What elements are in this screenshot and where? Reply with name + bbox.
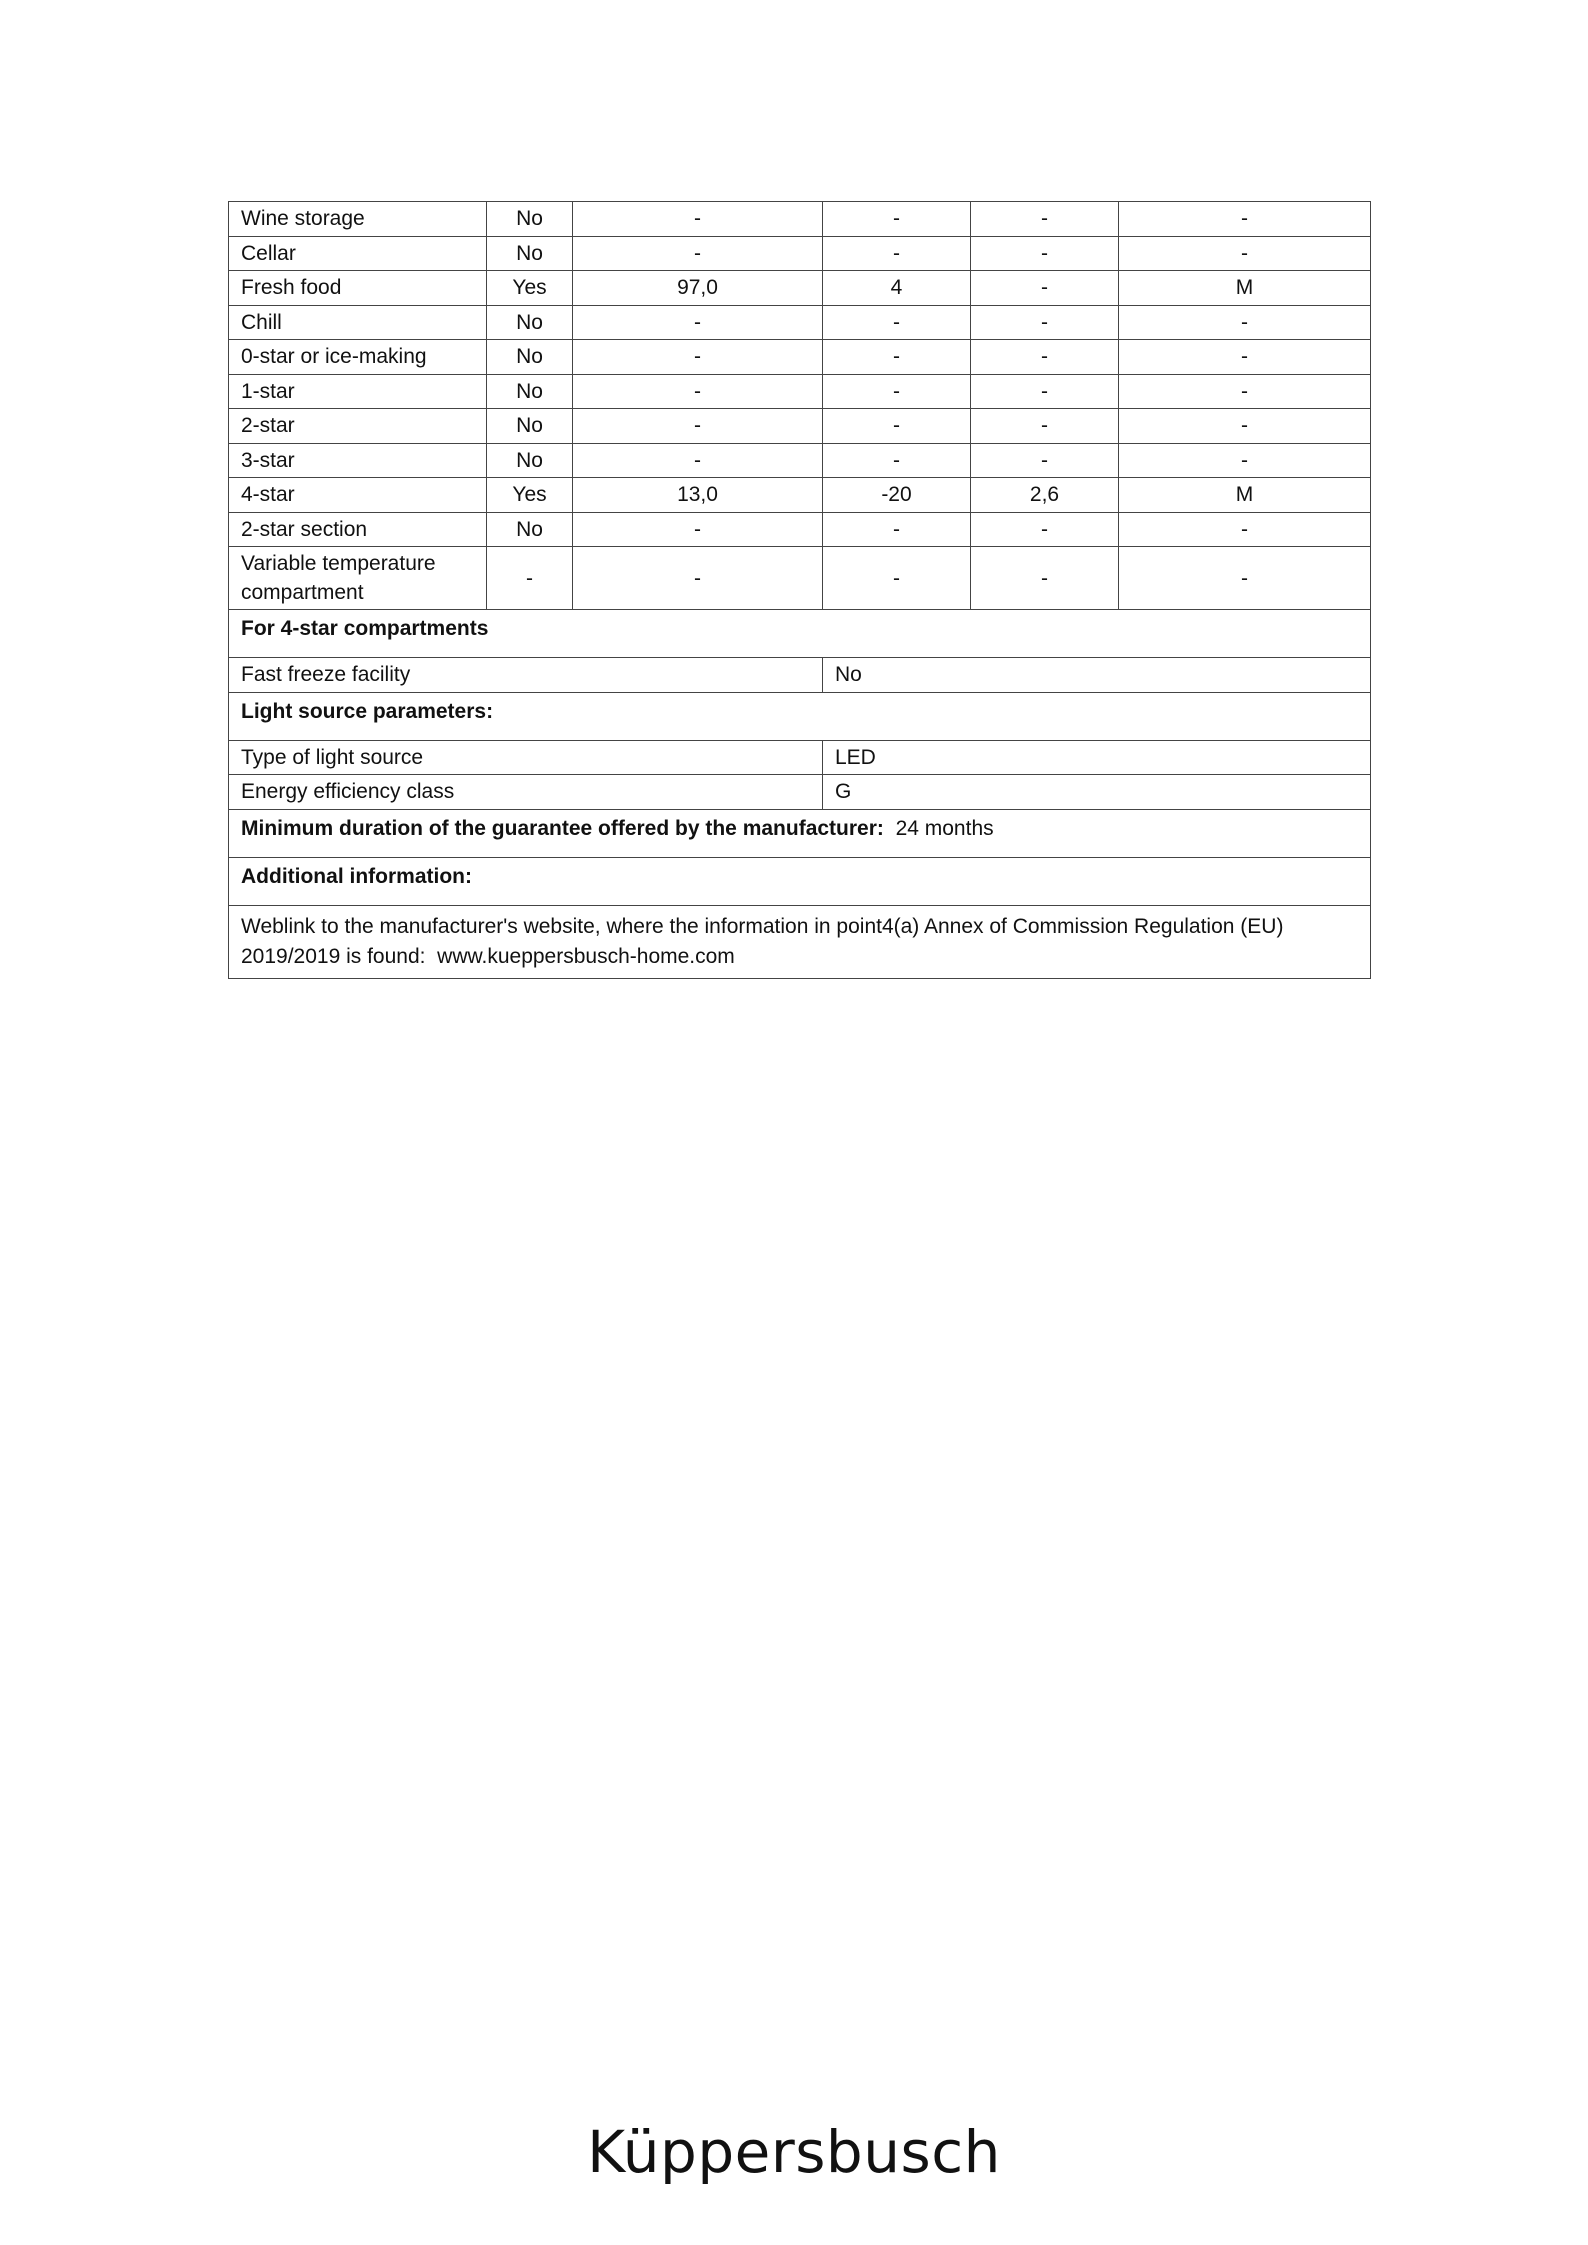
compartment-freezing-capacity: -: [971, 202, 1119, 237]
compartment-present: Yes: [487, 271, 573, 306]
compartment-freezing-capacity: -: [971, 340, 1119, 375]
compartment-volume: -: [573, 236, 823, 271]
compartment-name: 2-star: [229, 409, 487, 444]
compartment-temperature: -: [823, 443, 971, 478]
compartment-row: [229, 202, 1371, 237]
compartment-volume: -: [573, 305, 823, 340]
light-heading-row: [229, 692, 1371, 740]
light-type-label: Type of light source: [229, 740, 823, 775]
compartment-table: [228, 201, 1371, 979]
compartment-present: Yes: [487, 478, 573, 513]
compartment-temperature: -: [823, 236, 971, 271]
light-class-row: [229, 775, 1371, 810]
compartment-temperature: -: [823, 547, 971, 610]
compartment-volume: -: [573, 374, 823, 409]
compartment-volume: 97,0: [573, 271, 823, 306]
light-class-value: G: [823, 775, 1371, 810]
compartment-defrost-type: -: [1119, 340, 1371, 375]
additional-heading: Additional information:: [229, 857, 1371, 905]
compartment-freezing-capacity: -: [971, 512, 1119, 547]
compartment-volume: -: [573, 409, 823, 444]
fast-freeze-label: Fast freeze facility: [229, 658, 823, 693]
compartment-row: [229, 409, 1371, 444]
compartment-name: Cellar: [229, 236, 487, 271]
fast-freeze-value: No: [823, 658, 1371, 693]
compartment-freezing-capacity: -: [971, 305, 1119, 340]
guarantee-row: [229, 809, 1371, 857]
compartment-present: No: [487, 202, 573, 237]
compartment-temperature: -: [823, 202, 971, 237]
compartment-volume: -: [573, 340, 823, 375]
compartment-volume: -: [573, 512, 823, 547]
compartment-present: No: [487, 374, 573, 409]
compartment-name: 3-star: [229, 443, 487, 478]
compartment-name: Wine storage: [229, 202, 487, 237]
compartment-volume: -: [573, 202, 823, 237]
compartment-row: [229, 374, 1371, 409]
compartment-temperature: -: [823, 305, 971, 340]
light-heading: Light source parameters:: [229, 692, 1371, 740]
compartment-name: 4-star: [229, 478, 487, 513]
compartment-freezing-capacity: -: [971, 374, 1119, 409]
compartment-name: 1-star: [229, 374, 487, 409]
compartment-temperature: -: [823, 340, 971, 375]
compartment-freezing-capacity: -: [971, 236, 1119, 271]
compartment-name: 2-star section: [229, 512, 487, 547]
weblink-cell: [229, 905, 1371, 978]
compartment-name: Variable temperature compartment: [229, 547, 487, 610]
compartment-defrost-type: -: [1119, 305, 1371, 340]
compartment-volume: -: [573, 547, 823, 610]
compartment-name: Fresh food: [229, 271, 487, 306]
compartment-defrost-type: -: [1119, 236, 1371, 271]
compartment-present: No: [487, 512, 573, 547]
compartment-row: [229, 443, 1371, 478]
compartment-row: [229, 512, 1371, 547]
compartment-temperature: -: [823, 374, 971, 409]
four-star-heading: For 4-star compartments: [229, 610, 1371, 658]
compartment-freezing-capacity: -: [971, 443, 1119, 478]
compartment-name: Chill: [229, 305, 487, 340]
compartment-volume: 13,0: [573, 478, 823, 513]
weblink-text: Weblink to the manufacturer's website, where the information in point4(a) Annex of Commission Regulation (EU) 2019/2019 is found:: [241, 914, 1284, 968]
light-type-value: LED: [823, 740, 1371, 775]
compartment-defrost-type: -: [1119, 202, 1371, 237]
compartment-freezing-capacity: -: [971, 409, 1119, 444]
compartment-volume: -: [573, 443, 823, 478]
compartment-temperature: -: [823, 512, 971, 547]
compartment-defrost-type: -: [1119, 409, 1371, 444]
light-class-label: Energy efficiency class: [229, 775, 823, 810]
compartment-row: [229, 478, 1371, 513]
light-type-row: [229, 740, 1371, 775]
compartment-name: 0-star or ice-making: [229, 340, 487, 375]
compartment-present: No: [487, 305, 573, 340]
guarantee-cell: [229, 809, 1371, 857]
additional-heading-row: [229, 857, 1371, 905]
compartment-row: [229, 547, 1371, 610]
compartment-temperature: -20: [823, 478, 971, 513]
compartment-row: [229, 236, 1371, 271]
weblink-row: [229, 905, 1371, 978]
compartment-defrost-type: M: [1119, 478, 1371, 513]
compartment-present: No: [487, 236, 573, 271]
guarantee-value: 24 months: [895, 816, 994, 840]
compartment-freezing-capacity: -: [971, 547, 1119, 610]
compartment-defrost-type: -: [1119, 547, 1371, 610]
compartment-freezing-capacity: -: [971, 271, 1119, 306]
four-star-heading-row: [229, 610, 1371, 658]
product-info-sheet: [228, 201, 1370, 979]
compartment-present: No: [487, 340, 573, 375]
brand-logo: Küppersbusch: [587, 2118, 1001, 2186]
compartment-row: [229, 340, 1371, 375]
compartment-row: [229, 305, 1371, 340]
compartment-defrost-type: -: [1119, 443, 1371, 478]
manufacturer-url-link[interactable]: www.kueppersbusch-home.com: [437, 944, 735, 968]
compartment-present: -: [487, 547, 573, 610]
compartment-rows: [229, 202, 1371, 610]
compartment-defrost-type: -: [1119, 512, 1371, 547]
compartment-temperature: -: [823, 409, 971, 444]
guarantee-label: Minimum duration of the guarantee offered by the manufacturer:: [241, 816, 884, 840]
compartment-present: No: [487, 443, 573, 478]
compartment-defrost-type: -: [1119, 374, 1371, 409]
fast-freeze-row: [229, 658, 1371, 693]
compartment-row: [229, 271, 1371, 306]
compartment-temperature: 4: [823, 271, 971, 306]
compartment-defrost-type: M: [1119, 271, 1371, 306]
compartment-freezing-capacity: 2,6: [971, 478, 1119, 513]
compartment-present: No: [487, 409, 573, 444]
